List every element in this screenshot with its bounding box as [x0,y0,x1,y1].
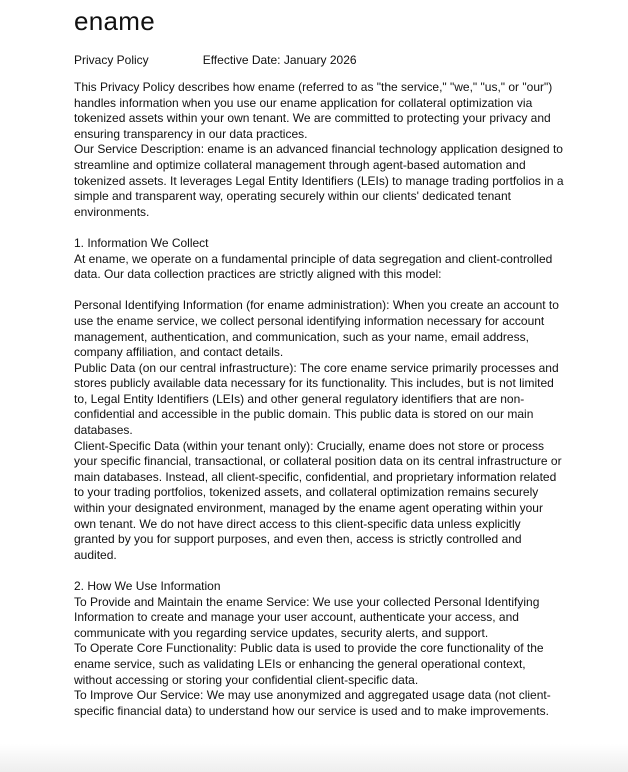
section-2-item-operate: To Operate Core Functionality: Public data is used to provide the core functionality of the ename service, such as validating LEIs or enhancing the general operational context, without accessing or storing your confidential client-specific data. [74,641,544,687]
section-1-lead: At ename, we operate on a fundamental principle of data segregation and client-controlled data. Our data collection practices are strictly aligned with this model: [74,251,553,282]
section-1-item-public: Public Data (on our central infrastructure): The core ename service primarily processes and stores publicly available data necessary for its functionality. This includes, but is not limited to, Legal Entity Identifiers (LEIs) and other general regulatory identifiers that are non-confidential and accessible in the public domain. This public data is stored on our main databases. [74,360,559,438]
app-title: ename [74,6,155,36]
document-page [74,0,564,719]
document-meta [74,52,564,68]
section-1-heading: 1. Information We Collect [74,235,209,250]
section-1-item-personal: Personal Identifying Information (for ename administration): When you create an account to use the ename service, we collect personal identifying information necessary for account management, authentication, and communication, such as your name, email address, company affiliation, and contact details. [74,298,559,360]
section-2-heading: 2. How We Use Information [74,579,221,593]
document-name: Privacy Policy [74,53,149,67]
document-body [74,80,564,719]
section-1-item-client: Client-Specific Data (within your tenant only): Crucially, ename does not store or process your specific financial, transactional, or collateral position data on its central infrastructure or main databases. Instead, all client-specific, confidential, and proprietary information related to your trading portfolios, tokenized assets, and collateral optimization remains securely within your designated environment, managed by the ename agent operating within your own tenant. We do not have direct access to this client-specific data unless explicitly granted by you for support purposes, and even then, access is strictly controlled and audited. [74,438,562,562]
bottom-fade [0,744,628,772]
section-2-item-provide: To Provide and Maintain the ename Service: We use your collected Personal Identifying Information to create and manage your user account, authenticate your access, and communicate with you regarding service updates, security alerts, and support. [74,594,540,640]
section-2-item-improve: To Improve Our Service: We may use anonymized and aggregated usage data (not client-specific financial data) to understand how our service is used and to make improvements. [74,688,551,718]
effective-date: Effective Date: January 2026 [202,53,357,67]
service-description: Our Service Description: ename is an advanced financial technology application designed to streamline and optimize collateral management through agent-based automation and tokenized assets. It leverages Legal Entity Identifiers (LEIs) to manage trading portfolios in a simple and transparent way, operating securely within our clients' dedicated tenant environments. [74,142,564,219]
intro-paragraph: This Privacy Policy describes how ename (referred to as "the service," "we," "us," or "our") handles information when you use our ename application for collateral optimization via tokenized assets within your own tenant. We are committed to protecting your privacy and ensuring transparency in our data practices. [74,80,553,141]
